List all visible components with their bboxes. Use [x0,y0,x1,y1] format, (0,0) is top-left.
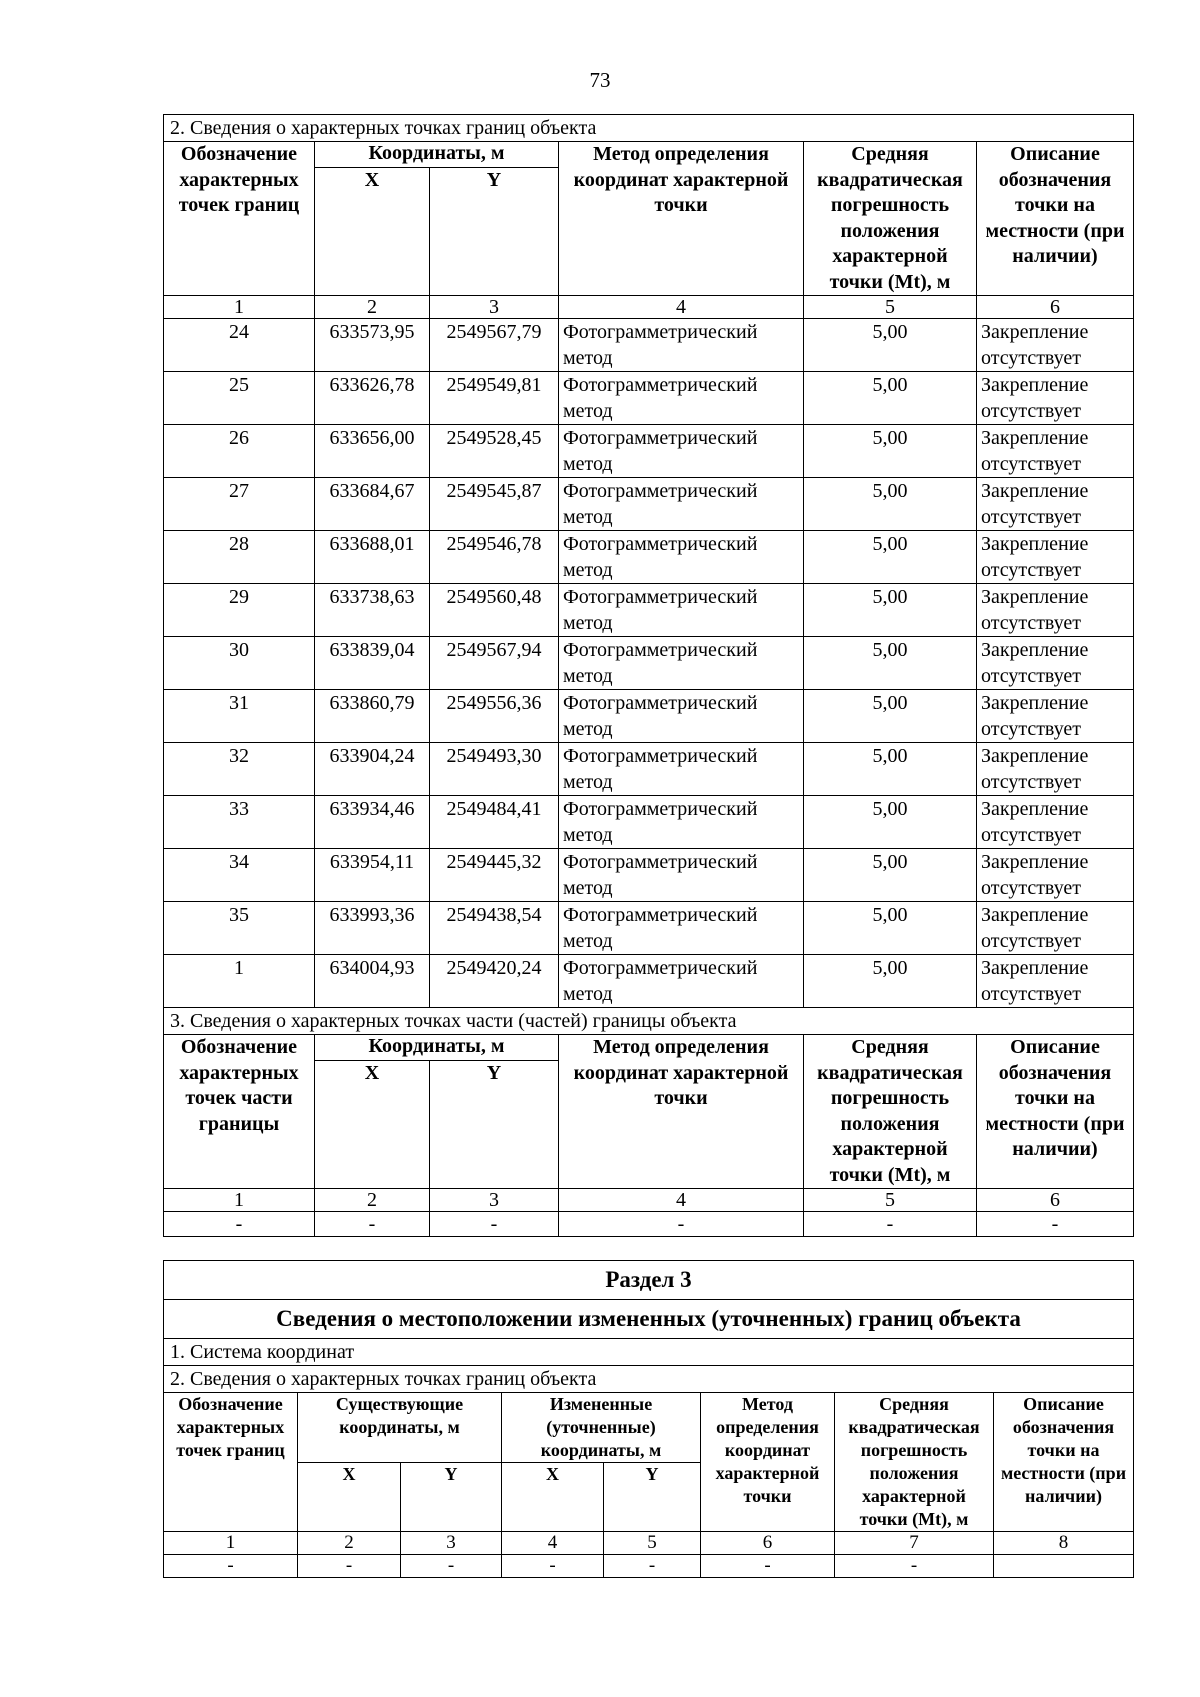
error: 5,00 [804,796,977,849]
table-row [164,478,1134,531]
coord-y: 2549493,30 [430,743,559,796]
coord-x: 633904,24 [315,743,430,796]
method: Фотограмметрический метод [559,425,804,478]
header-method: Метод определения координат характерной точки [559,142,804,296]
method: Фотограмметрический метод [559,902,804,955]
empty-row [164,1212,1134,1237]
header-method: Метод определения координат характерной точки [701,1393,835,1532]
header-existing-coords: Существующие координаты, м [298,1393,502,1463]
header-row-part [164,1035,1134,1061]
empty-cell: - [804,1212,977,1237]
point-number: 33 [164,796,315,849]
point-number: 32 [164,743,315,796]
method: Фотограмметрический метод [559,531,804,584]
header-changed-coords: Измененные (уточненные) координаты, м [502,1393,701,1463]
point-number: 25 [164,372,315,425]
header-method-part: Метод определения координат характерной точки [559,1035,804,1189]
description: Закрепление отсутствует [977,372,1134,425]
point-number: 30 [164,637,315,690]
col-number: 3 [430,296,559,319]
error: 5,00 [804,743,977,796]
coord-system-label: 1. Система координат [164,1339,1134,1366]
header-changed-y: Y [604,1463,701,1532]
method: Фотограмметрический метод [559,372,804,425]
section3-title: 3. Сведения о характерных точках части (частей) границы объекта [164,1008,1134,1035]
col-number: 5 [804,1189,977,1212]
empty-cell: - [701,1555,835,1578]
description: Закрепление отсутствует [977,319,1134,372]
header-designation: Обозначение характерных точек границ [164,142,315,296]
col-number: 1 [164,296,315,319]
error: 5,00 [804,849,977,902]
section2-title: 2. Сведения о характерных точках границ объекта [164,115,1134,142]
method: Фотограмметрический метод [559,319,804,372]
column-number-row [164,1189,1134,1212]
col-number: 1 [164,1189,315,1212]
header-existing-x: X [298,1463,401,1532]
coord-y: 2549528,45 [430,425,559,478]
description: Закрепление отсутствует [977,796,1134,849]
changed-boundaries-table [163,1260,1134,1578]
coord-y: 2549567,79 [430,319,559,372]
description: Закрепление отсутствует [977,637,1134,690]
error: 5,00 [804,425,977,478]
section3-title-row [164,1008,1134,1035]
page-number: 73 [589,68,611,92]
coord-y: 2549567,94 [430,637,559,690]
description: Закрепление отсутствует [977,690,1134,743]
column-number-row [164,296,1134,319]
error: 5,00 [804,372,977,425]
section-subtitle: Сведения о местоположении измененных (уточненных) границ объекта [164,1300,1134,1339]
method: Фотограмметрический метод [559,743,804,796]
error: 5,00 [804,955,977,1008]
description: Закрепление отсутствует [977,743,1134,796]
table-row [164,425,1134,478]
col-number: 8 [994,1532,1134,1555]
header-existing-y: Y [401,1463,502,1532]
coord-x: 633860,79 [315,690,430,743]
points-title: 2. Сведения о характерных точках границ объекта [164,1366,1134,1393]
header-designation-part: Обозначение характерных точек части границы [164,1035,315,1189]
table-row [164,796,1134,849]
col-number: 6 [977,1189,1134,1212]
point-number: 35 [164,902,315,955]
coord-x: 633573,95 [315,319,430,372]
empty-cell: - [298,1555,401,1578]
col-number: 4 [559,1189,804,1212]
col-number: 5 [804,296,977,319]
coord-y: 2549420,24 [430,955,559,1008]
empty-cell: - [164,1212,315,1237]
col-number: 3 [401,1532,502,1555]
error: 5,00 [804,637,977,690]
empty-cell: - [559,1212,804,1237]
col-number: 2 [298,1532,401,1555]
point-number: 26 [164,425,315,478]
table-row [164,637,1134,690]
point-number: 29 [164,584,315,637]
coord-x: 633954,11 [315,849,430,902]
table-row [164,955,1134,1008]
empty-cell: - [164,1555,298,1578]
header-error: Средняя квадратическая погрешность положения характерной точки (Mt), м [804,142,977,296]
coord-y: 2549484,41 [430,796,559,849]
empty-cell: - [604,1555,701,1578]
error: 5,00 [804,478,977,531]
coord-y: 2549560,48 [430,584,559,637]
header-description-part: Описание обозначения точки на местности (при наличии) [977,1035,1134,1189]
point-number: 34 [164,849,315,902]
section-title: Раздел 3 [164,1261,1134,1300]
header-coords: Координаты, м [315,142,559,168]
table-row [164,743,1134,796]
header-x: X [315,168,430,296]
error: 5,00 [804,531,977,584]
coord-y: 2549549,81 [430,372,559,425]
header-changed-x: X [502,1463,604,1532]
empty-cell: - [401,1555,502,1578]
method: Фотограмметрический метод [559,796,804,849]
point-number: 31 [164,690,315,743]
boundary-points-table [163,114,1134,1237]
coord-x: 633993,36 [315,902,430,955]
description: Закрепление отсутствует [977,849,1134,902]
coord-y: 2549438,54 [430,902,559,955]
coord-x: 633656,00 [315,425,430,478]
col-number: 3 [430,1189,559,1212]
column-number-row [164,1532,1134,1555]
col-number: 6 [701,1532,835,1555]
empty-cell: - [430,1212,559,1237]
points-title-row [164,1366,1134,1393]
coord-x: 633688,01 [315,531,430,584]
empty-cell [994,1555,1134,1578]
header-error-part: Средняя квадратическая погрешность положения характерной точки (Mt), м [804,1035,977,1189]
table-row [164,372,1134,425]
description: Закрепление отсутствует [977,955,1134,1008]
coord-system-row [164,1339,1134,1366]
col-number: 4 [502,1532,604,1555]
section-subtitle-row [164,1300,1134,1339]
method: Фотограмметрический метод [559,584,804,637]
empty-cell: - [315,1212,430,1237]
coord-x: 633738,63 [315,584,430,637]
col-number: 1 [164,1532,298,1555]
empty-cell: - [835,1555,994,1578]
section-title-row [164,1261,1134,1300]
coord-x: 633684,67 [315,478,430,531]
description: Закрепление отсутствует [977,902,1134,955]
table-row [164,902,1134,955]
empty-row [164,1555,1134,1578]
method: Фотограмметрический метод [559,478,804,531]
header-x-part: X [315,1061,430,1189]
table-row [164,690,1134,743]
method: Фотограмметрический метод [559,637,804,690]
description: Закрепление отсутствует [977,425,1134,478]
header-designation: Обозначение характерных точек границ [164,1393,298,1532]
coord-y: 2549546,78 [430,531,559,584]
description: Закрепление отсутствует [977,478,1134,531]
header-y: Y [430,168,559,296]
header-description: Описание обозначения точки на местности (при наличии) [977,142,1134,296]
col-number: 7 [835,1532,994,1555]
description: Закрепление отсутствует [977,584,1134,637]
coord-x: 633626,78 [315,372,430,425]
col-number: 4 [559,296,804,319]
table-row [164,849,1134,902]
col-number: 2 [315,1189,430,1212]
error: 5,00 [804,319,977,372]
error: 5,00 [804,584,977,637]
coord-y: 2549445,32 [430,849,559,902]
point-number: 1 [164,955,315,1008]
empty-cell: - [502,1555,604,1578]
point-number: 27 [164,478,315,531]
point-number: 28 [164,531,315,584]
coord-y: 2549545,87 [430,478,559,531]
section2-title-row [164,115,1134,142]
table-row [164,584,1134,637]
col-number: 2 [315,296,430,319]
table-row [164,531,1134,584]
col-number: 5 [604,1532,701,1555]
point-number: 24 [164,319,315,372]
col-number: 6 [977,296,1134,319]
coord-x: 633839,04 [315,637,430,690]
description: Закрепление отсутствует [977,531,1134,584]
header-coords-part: Координаты, м [315,1035,559,1061]
header-error: Средняя квадратическая погрешность положения характерной точки (Mt), м [835,1393,994,1532]
method: Фотограмметрический метод [559,690,804,743]
coord-x: 633934,46 [315,796,430,849]
header-row [164,142,1134,168]
method: Фотограмметрический метод [559,955,804,1008]
header-row [164,1393,1134,1463]
error: 5,00 [804,690,977,743]
header-y-part: Y [430,1061,559,1189]
error: 5,00 [804,902,977,955]
header-description: Описание обозначения точки на местности (при наличии) [994,1393,1134,1532]
coord-y: 2549556,36 [430,690,559,743]
method: Фотограмметрический метод [559,849,804,902]
table-row [164,319,1134,372]
empty-cell: - [977,1212,1134,1237]
coord-x: 634004,93 [315,955,430,1008]
